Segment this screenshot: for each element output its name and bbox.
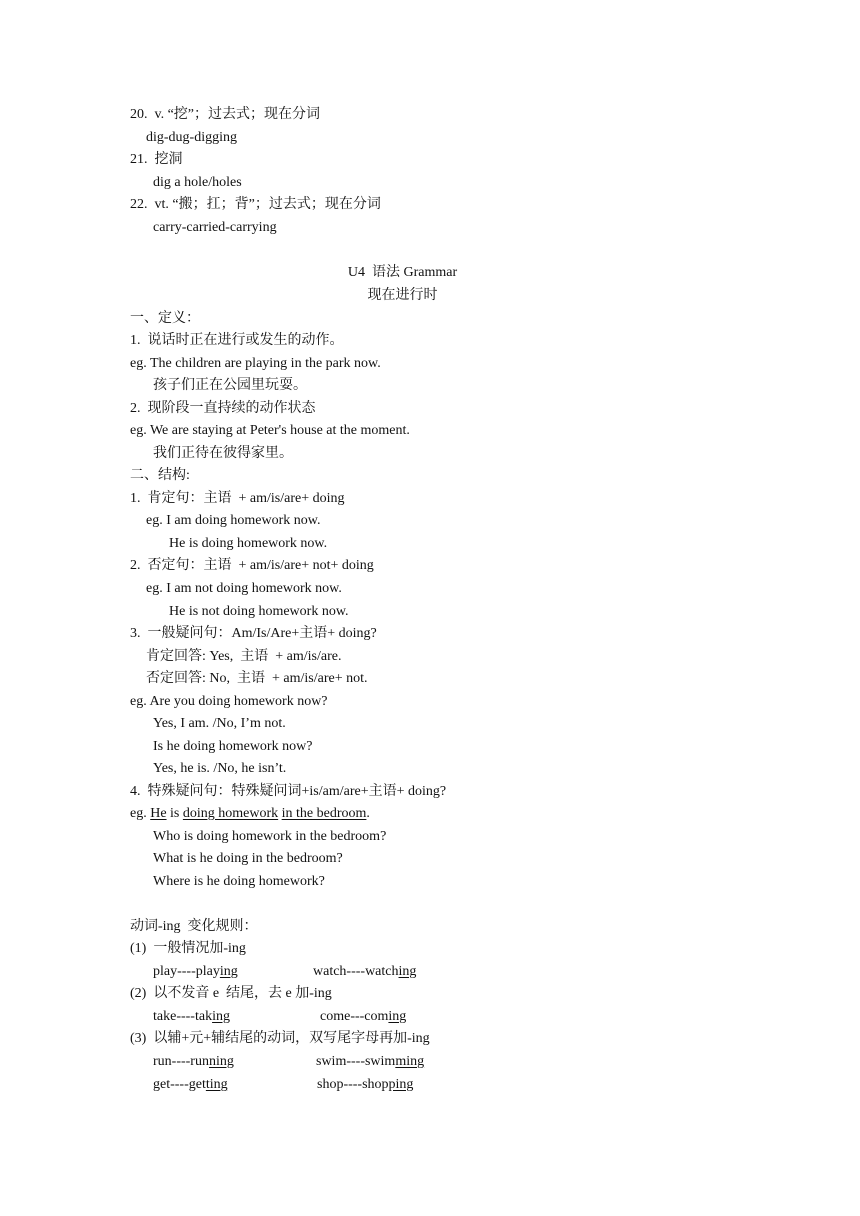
wh-question-example bbox=[130, 805, 370, 823]
structure-negative: 2. 否定句：主语 + am/is/are+ not+ doing bbox=[130, 558, 374, 573]
ing-example-watch bbox=[313, 963, 416, 981]
definition-2-translation: 我们正待在彼得家里。 bbox=[153, 446, 293, 461]
underlined-subject: He bbox=[150, 806, 167, 821]
structure-affirmative: 1. 肯定句：主语 + am/is/are+ doing bbox=[130, 491, 345, 506]
example-verb: is bbox=[166, 806, 183, 821]
eg-prefix: eg. bbox=[130, 806, 151, 821]
ing-example-get bbox=[153, 1076, 228, 1094]
ing-example-take bbox=[153, 1008, 230, 1026]
base-word: run----run bbox=[153, 1054, 209, 1069]
topic-title: 现在进行时 bbox=[367, 288, 438, 303]
suffix: ing bbox=[212, 1009, 230, 1024]
underlined-action: doing homework bbox=[182, 806, 279, 821]
wh-question-what: What is he doing in the bedroom? bbox=[153, 851, 343, 866]
base-word: play----play bbox=[153, 964, 220, 979]
structure-positive-answer: 肯定回答: Yes, 主语 + am/is/are. bbox=[146, 649, 342, 664]
wh-question-who: Who is doing homework in the bedroom? bbox=[153, 829, 387, 844]
unit-title: U4 语法 Grammar bbox=[347, 265, 458, 280]
ing-example-shop bbox=[317, 1076, 413, 1094]
suffix: ming bbox=[395, 1054, 425, 1069]
base-word: watch----watch bbox=[313, 964, 399, 979]
ing-rule-2: (2) 以不发音 e 结尾，去 e 加-ing bbox=[130, 986, 332, 1001]
vocab-20-title: 20. v. “挖”；过去式；现在分词 bbox=[130, 107, 321, 122]
ing-rule-1: (1) 一般情况加-ing bbox=[130, 941, 246, 956]
structure-affirmative-example-2: He is doing homework now. bbox=[169, 536, 328, 551]
structure-wh-question: 4. 特殊疑问句：特殊疑问词+is/am/are+主语+ doing? bbox=[130, 784, 447, 799]
structure-negative-example-2: He is not doing homework now. bbox=[169, 604, 349, 619]
question-example-4: Yes, he is. /No, he isn’t. bbox=[153, 761, 287, 776]
suffix: ting bbox=[205, 1077, 228, 1092]
structure-negative-example-1: eg. I am not doing homework now. bbox=[146, 581, 342, 596]
wh-question-where: Where is he doing homework? bbox=[153, 874, 325, 889]
definition-1-translation: 孩子们正在公园里玩耍。 bbox=[153, 378, 307, 393]
vocab-21-title: 21. 挖洞 bbox=[130, 152, 183, 167]
suffix: ning bbox=[208, 1054, 234, 1069]
suffix: ing bbox=[388, 1009, 407, 1024]
base-word: swim----swim bbox=[316, 1054, 396, 1069]
definition-1-example: eg. The children are playing in the park now. bbox=[130, 356, 381, 371]
vocab-22-title: 22. vt. “搬；扛；背”；过去式；现在分词 bbox=[130, 197, 381, 212]
vocab-20-forms: dig-dug-digging bbox=[146, 130, 237, 145]
structure-yes-no-question: 3. 一般疑问句：Am/Is/Are+主语+ doing? bbox=[130, 626, 377, 641]
ing-rules-heading: 动词-ing 变化规则： bbox=[130, 919, 258, 934]
suffix: ing bbox=[398, 964, 417, 979]
base-word: get----get bbox=[153, 1077, 206, 1092]
ing-example-swim bbox=[316, 1053, 424, 1071]
question-example-1: eg. Are you doing homework now? bbox=[130, 694, 328, 709]
ing-example-play bbox=[153, 963, 238, 981]
ing-example-come bbox=[320, 1008, 406, 1026]
definition-2: 2. 现阶段一直持续的动作状态 bbox=[130, 401, 316, 416]
base-word: come---com bbox=[320, 1009, 389, 1024]
underlined-place: in the bedroom bbox=[281, 806, 367, 821]
definition-2-example: eg. We are staying at Peter's house at the moment. bbox=[130, 423, 410, 438]
ing-rule-3: (3) 以辅+元+辅结尾的动词，双写尾字母再加-ing bbox=[130, 1031, 430, 1046]
example-period: . bbox=[366, 806, 370, 821]
vocab-21-forms: dig a hole/holes bbox=[153, 175, 242, 190]
base-word: take----tak bbox=[153, 1009, 213, 1024]
structure-heading: 二、结构: bbox=[130, 468, 190, 483]
suffix: ing bbox=[219, 964, 238, 979]
definition-heading: 一、定义： bbox=[130, 311, 200, 326]
base-word: shop----shop bbox=[317, 1077, 389, 1092]
question-example-2: Yes, I am. /No, I’m not. bbox=[153, 716, 286, 731]
structure-negative-answer: 否定回答: No, 主语 + am/is/are+ not. bbox=[146, 671, 368, 686]
definition-1: 1. 说话时正在进行或发生的动作。 bbox=[130, 333, 344, 348]
suffix: ping bbox=[388, 1077, 414, 1092]
vocab-22-forms: carry-carried-carrying bbox=[153, 220, 277, 235]
ing-example-run bbox=[153, 1053, 234, 1071]
question-example-3: Is he doing homework now? bbox=[153, 739, 313, 754]
structure-affirmative-example-1: eg. I am doing homework now. bbox=[146, 513, 321, 528]
